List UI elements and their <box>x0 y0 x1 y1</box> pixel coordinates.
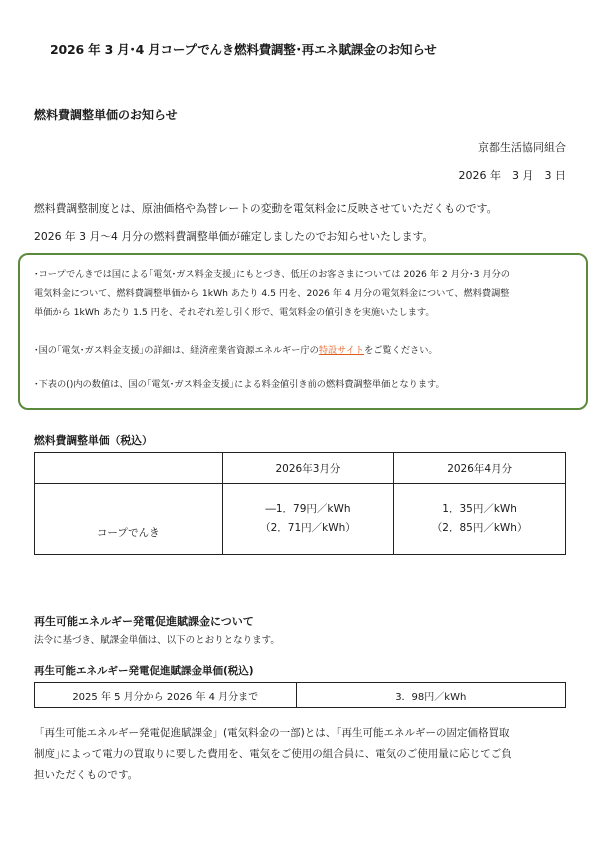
renewable-note: 法令に基づき、賦課金単価は、以下のとおりとなります。 <box>34 635 280 646</box>
header-blank-cell <box>35 453 223 484</box>
fuel-adjustment-table <box>34 452 566 555</box>
march-value-cell <box>222 484 394 555</box>
row-label-text: コープでんき <box>96 527 160 539</box>
levy-explanation-line-2: 制度｣によって電力の買取りに要した費用を、電気をご使用の組合員に、電気のご使用量に応じてご負 <box>34 748 512 760</box>
notice-box <box>18 253 588 410</box>
april-value-cell <box>394 484 566 555</box>
header-march: 2026年3月分 <box>222 453 394 484</box>
row-label-coop-denki <box>35 484 223 555</box>
levy-rate: 3．98円／kWh <box>296 683 566 708</box>
table-header-row <box>35 453 566 484</box>
april-value: 1．35円／kWh <box>442 503 517 515</box>
renewable-table-title: 再生可能エネルギー発電促進賦課金単価(税込) <box>34 665 254 677</box>
table-row <box>35 484 566 555</box>
levy-explanation-line-1: 「再生可能エネルギー発電促進賦課金」(電気料金の一部)とは、｢再生可能エネルギーの固定価格買取 <box>34 727 510 739</box>
levy-explanation-line-3: 担いただくものです。 <box>34 769 139 781</box>
notice-bullet-discount <box>34 265 510 322</box>
notice-bullet-details-suffix: をご覧ください。 <box>364 345 438 356</box>
fuel-table-title: 燃料費調整単価（税込） <box>34 434 153 447</box>
special-site-link[interactable]: 特設サイト <box>318 345 365 356</box>
header-april: 2026年4月分 <box>394 453 566 484</box>
renewable-heading: 再生可能エネルギー発電促進賦課金について <box>34 615 254 628</box>
document-date: 2026 年 3 月 3 日 <box>458 169 566 182</box>
intro-paragraph-2: 2026 年 3 月～4 月分の燃料費調整単価が確定しましたのでお知らせいたします。 <box>34 230 434 243</box>
table-row <box>35 683 566 708</box>
notice-bullet-details <box>34 341 438 360</box>
renewable-levy-table <box>34 682 566 708</box>
notice-bullet-details-text: ･国の｢電気･ガス料金支援｣の詳細は、経済産業省資源エネルギー庁の <box>34 345 319 356</box>
section-heading: 燃料費調整単価のお知らせ <box>34 108 178 122</box>
notice-bullet-discount-line-1: ･コープでんきでは国による｢電気･ガス料金支援｣にもとづき、低圧のお客さまについては 2026 年 2 月分･3 月分の <box>34 269 510 280</box>
levy-period: 2025 年 5 月分から 2026 年 4 月分まで <box>35 683 297 708</box>
intro-paragraph-1: 燃料費調整制度とは、原油価格や為替レートの変動を電気料金に反映させていただくものです。 <box>34 202 498 215</box>
document-title: 2026 年 3 月･4 月コープでんき燃料費調整･再エネ賦課金のお知らせ <box>50 42 437 57</box>
march-value: ―1．79円／kWh <box>265 503 351 515</box>
march-value-before-discount: （2．71円／kWh） <box>260 522 356 534</box>
notice-bullet-discount-line-2: 電気料金について、燃料費調整単価から 1kWh あたり 4.5 円を、2026 年 4 月分の電気料金について、燃料費調整 <box>34 288 510 299</box>
organization-name: 京都生活協同組合 <box>478 141 566 154</box>
april-value-before-discount: （2．85円／kWh） <box>431 522 528 534</box>
notice-bullet-table-note: ･下表の()内の数値は、国の｢電気･ガス料金支援｣による料金値引き前の燃料費調整単価となります。 <box>34 379 445 390</box>
notice-bullet-discount-line-3: 単価から 1kWh あたり 1.5 円を、それぞれ差し引く形で、電気料金の値引きを実施いたします。 <box>34 307 435 318</box>
levy-explanation <box>34 723 574 786</box>
